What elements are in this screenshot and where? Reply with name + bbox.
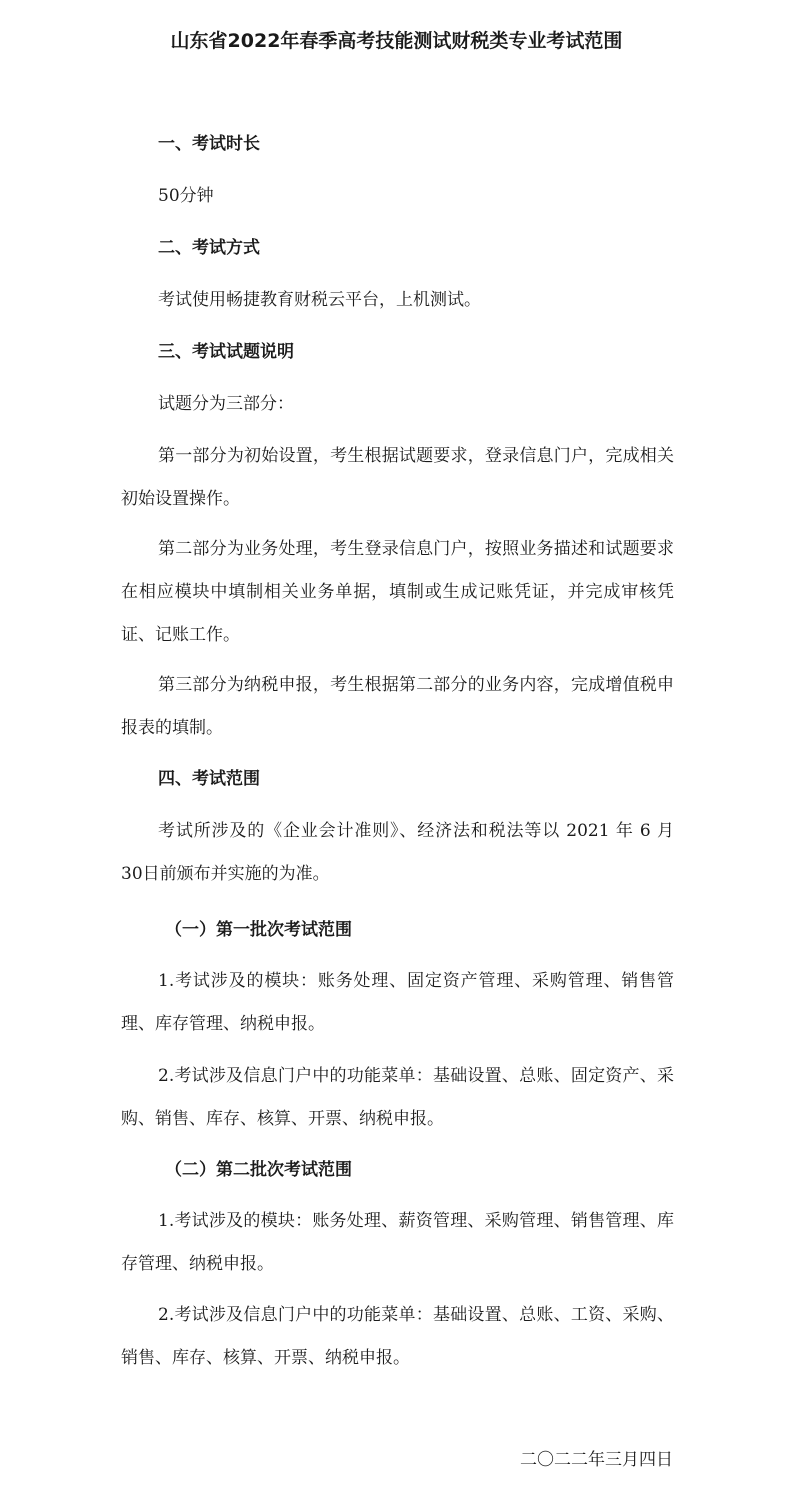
questions-part2: 第二部分为业务处理，考生登录信息门户，按照业务描述和试题要求在相应模块中填制相关业务单据，填制或生成记账凭证，并完成审核凭证、记账工作。 <box>121 539 674 645</box>
questions-part3: 第三部分为纳税申报，考生根据第二部分的业务内容，完成增值税申报表的填制。 <box>121 675 674 738</box>
section-heading-duration: 一、考试时长 <box>158 134 260 154</box>
questions-part1: 第一部分为初始设置，考生根据试题要求，登录信息门户，完成相关初始设置操作。 <box>121 446 674 509</box>
duration-text: 50分钟 <box>158 186 214 206</box>
scope-intro: 考试所涉及的《企业会计准则》、经济法和税法等以 2021 年 6 月 30日前颁布并实施的为准。 <box>121 821 674 884</box>
batch2-item2: 2.考试涉及信息门户中的功能菜单：基础设置、总账、工资、采购、销售、库存、核算、开票、纳税申报。 <box>121 1305 674 1368</box>
section-heading-method: 二、考试方式 <box>158 238 260 258</box>
batch1-heading: （一）第一批次考试范围 <box>165 920 352 940</box>
questions-intro: 试题分为三部分： <box>158 394 294 414</box>
document-date: 二〇二二年三月四日 <box>520 1450 673 1470</box>
batch2-heading: （二）第二批次考试范围 <box>165 1160 352 1180</box>
batch1-item1: 1.考试涉及的模块：账务处理、固定资产管理、采购管理、销售管理、库存管理、纳税申报。 <box>121 971 674 1034</box>
batch1-item2: 2.考试涉及信息门户中的功能菜单：基础设置、总账、固定资产、采购、销售、库存、核算、开票、纳税申报。 <box>121 1066 674 1129</box>
section-heading-scope: 四、考试范围 <box>158 769 260 789</box>
method-text: 考试使用畅捷教育财税云平台，上机测试。 <box>158 290 481 310</box>
document-title: 山东省2022年春季高考技能测试财税类专业考试范围 <box>170 30 623 52</box>
batch2-item1: 1.考试涉及的模块：账务处理、薪资管理、采购管理、销售管理、库存管理、纳税申报。 <box>121 1211 674 1274</box>
section-heading-questions: 三、考试试题说明 <box>158 342 294 362</box>
